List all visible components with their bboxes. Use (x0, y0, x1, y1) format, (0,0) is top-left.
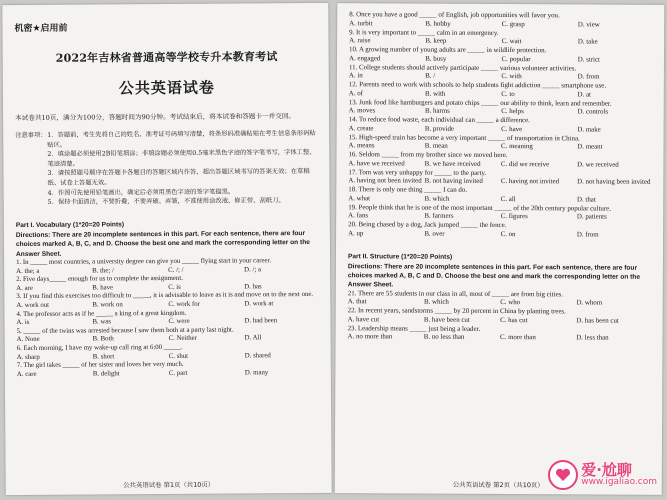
notes-list (47, 129, 320, 208)
question-stem: 7. The girl takes _____ of her sister and loves her very much. (16, 360, 184, 370)
question-item (17, 360, 321, 379)
confidential-mark: 机密★启用前 (14, 23, 68, 35)
answer-option: D. /; a (244, 265, 261, 274)
answer-option: A. work out (16, 301, 50, 309)
exam-subtitle: 公共英语试卷 (118, 78, 215, 98)
answer-option: D. take (577, 38, 598, 46)
answer-option: A. in (348, 72, 363, 80)
answer-option: D. whom (576, 299, 603, 308)
exam-intro: 本试卷共10页，满分为100分，答题时间为90分钟。考试结束后，将本试卷和答题卡一并交回。 (15, 112, 296, 123)
answer-option: D. at (577, 91, 591, 99)
answer-option: B. with (425, 90, 446, 98)
answer-option: B. / (425, 72, 436, 80)
answer-option: A. None (16, 336, 40, 344)
answer-option: B. not having invited (424, 177, 483, 186)
part-2-directions: Directions: There are 20 incomplete sentences in this part. For each sentence, there are four choices marked A, B, C and D. Choose the best one and mark the corresponding letter on the Answer Sheet. (347, 262, 641, 289)
answer-option: C. on (500, 230, 516, 238)
answer-options (348, 230, 653, 240)
question-item (349, 116, 654, 135)
answer-option: A. sharp (16, 353, 40, 361)
answer-option: D. meant (577, 143, 603, 151)
answer-option: B. busy (425, 55, 447, 63)
answer-options (348, 334, 653, 344)
answer-option: D. work at (244, 300, 274, 308)
question-item (16, 274, 320, 293)
answer-option: A. no more than (347, 333, 393, 341)
part-1-directions: Directions: There are 20 incomplete sentences in this part. For each sentence, there are four choices marked A, B, C, and D. Choose the best one and mark the corresponding letter on the Answer Sheet. (15, 229, 310, 258)
answer-option: B. no less than (423, 334, 465, 342)
answer-option: B. harms (424, 107, 450, 115)
answer-option: C. grasp (501, 20, 525, 28)
answer-option: C. part (168, 369, 188, 377)
question-stem: 11. College students should actively participate _____ various volunteer activities. (348, 63, 577, 72)
answer-option: B. work on (92, 301, 123, 309)
exam-page-2 (335, 3, 665, 495)
question-item (349, 81, 654, 100)
answer-option: A. engaged (348, 54, 381, 63)
question-item (16, 257, 320, 276)
answer-option: A. what (348, 194, 371, 203)
answer-option: D. that (576, 196, 596, 204)
question-item (348, 325, 653, 344)
answer-option: B. over (424, 230, 445, 238)
answer-option: A. means (348, 142, 375, 150)
question-stem: 13. Junk food like hamburgers and potato chips _____ our ability to think, learn and remember. (348, 98, 612, 108)
question-stem: 21. There are 55 students in our class in all, most of _____ are from big cities. (347, 289, 563, 299)
question-list (348, 11, 654, 240)
question-item (348, 169, 653, 188)
answer-option: A. are (16, 284, 33, 292)
answer-option: B. mean (424, 142, 448, 150)
answer-option: D. less than (576, 334, 609, 343)
answer-option: D. controls (577, 108, 609, 116)
answer-option: B. farmers (424, 212, 454, 221)
question-stem: 20. Being chased by a dog, Jack jumped _____ the fence. (348, 221, 507, 230)
answer-option: D. we received (577, 161, 619, 169)
answer-option: B. was (92, 318, 112, 326)
answer-option: A. having not been invited (348, 177, 422, 185)
answer-option: D. patients (576, 213, 607, 221)
answer-option: C. work for (168, 300, 200, 308)
answer-option: A. moves (348, 107, 376, 115)
note-item: 4．作图可先使用铅笔画出，确定后必须用黑色字迹的签字笔描黑。 (47, 188, 235, 197)
answer-option: A. of (348, 89, 364, 98)
question-stem: 4. The professor acts as if he _____ a king of a great kingdom. (16, 309, 187, 318)
answer-option: A. turbit (349, 19, 373, 28)
answer-option: C. meaning (501, 143, 533, 151)
answer-option: C. popular (501, 55, 531, 63)
question-stem: 19. People think that he is one of the most important _____ of the 20th century popular culture. (348, 203, 611, 213)
question-stem: 9. It is very important to _____ calm in an emergency. (349, 28, 499, 37)
question-item (348, 151, 653, 170)
part-1-title: Part I. Vocabulary (1*20=20 Points) (15, 221, 125, 229)
note-item: 2．填涂题必须使用2B铅笔填涂；非填涂题必须使用0.5毫米黑色字迹的签字笔书写，字体工整、笔迹清楚。 (47, 149, 316, 168)
question-stem: 14. To reduce food waste, each individual can _____ a difference. (348, 116, 530, 125)
question-stem: 17. Tom was very unhappy for _____ to the party. (348, 168, 487, 177)
answer-option: C. who (500, 299, 521, 307)
question-item (16, 291, 320, 310)
note-item: 1．答题前，考生先将自己的姓名、准考证号码填写清楚，将条形码准确粘贴在考生信息条形码粘贴区。 (47, 129, 316, 149)
answer-option: C. all (500, 195, 516, 203)
question-stem: 8. Once you have a good _____ of English, job opportunities will favor you. (349, 11, 560, 20)
page-footer: 公共英语试卷 第2页（共10页） (452, 480, 544, 490)
answer-option: B. have (92, 284, 114, 292)
answer-option: A. care (16, 370, 37, 378)
answer-option: B. Both (92, 335, 114, 343)
answer-option: D. from (576, 231, 599, 239)
answer-option: D. make (577, 126, 601, 134)
note-item: 3．请按照题号顺序在答题卡各题目的答题区域内作答，超出答题区域书写的答案无效；在草稿纸、试卷上答题无效。 (47, 168, 310, 187)
answer-option: B. which (423, 299, 449, 307)
answer-option: C. helps (501, 108, 524, 116)
question-item (348, 290, 653, 309)
answer-option: B. have been cut (423, 316, 470, 324)
question-stem: 18. There is only one thing _____ I can do. (348, 186, 468, 194)
question-stem: 12. Parents need to work with schools to help students fight addiction _____ smartphone use. (348, 81, 607, 90)
question-stem: 16. Seldom _____ from my brother since we moved here. (348, 151, 508, 160)
answer-option: D. shared (244, 351, 271, 359)
answer-option: D. All (244, 334, 262, 342)
answer-option: D. strict (577, 56, 600, 64)
question-item (349, 46, 654, 65)
answer-option: D. has been cut (576, 317, 619, 325)
answer-option: B. delight (92, 370, 120, 378)
question-item (349, 99, 654, 118)
question-item (349, 29, 654, 48)
question-list (16, 257, 321, 379)
answer-option: A. raise (349, 37, 371, 45)
answer-option: C. did we receive (500, 160, 550, 169)
answer-option: B. the; / (92, 266, 114, 275)
note-item: 5．保持卡面清洁，不要折叠，不要弄破、弄皱，不准使用涂改液、修正带、刮纸刀。 (47, 197, 285, 206)
heart-logo-icon (548, 460, 578, 490)
answer-option: B. short (92, 352, 115, 361)
question-item (349, 64, 654, 83)
question-stem: 6. Each morning, I have my wake-up call ring at 6:00 _____. (16, 343, 183, 352)
answer-option: C. wait (501, 38, 522, 46)
question-stem: 2. Five days_____ enough for us to complete the assignment. (16, 275, 183, 284)
notes-block (15, 129, 320, 208)
answer-option: D. has (244, 283, 262, 291)
answer-option: D. not having been invited (577, 178, 651, 187)
question-item (348, 186, 653, 205)
answer-option: C. were (168, 317, 190, 326)
answer-option: C. to (501, 90, 515, 98)
answer-option: C. /; / (168, 266, 184, 274)
exam-title: 2022年吉林省普通高等学校专升本教育考试 (55, 50, 278, 65)
question-item (349, 134, 654, 153)
answer-option: C. Neither (168, 335, 197, 343)
question-stem: 5. _____ of the twins was arrested because I saw them both at a party last night. (16, 326, 234, 335)
answer-option: C. have (501, 125, 523, 133)
question-item (16, 308, 320, 327)
answer-option: A. is (16, 319, 30, 327)
question-stem: 3. If you find this exercises too difficult to _____, it is advisable to leave as it is and move on to the next one. (16, 291, 314, 301)
question-item (17, 343, 321, 362)
answer-option: C. with (501, 73, 522, 81)
answer-option: B. keep (425, 37, 447, 45)
question-item (17, 326, 321, 345)
answer-option: D. many (244, 368, 269, 377)
answer-option: B. provide (424, 125, 454, 133)
answer-option: A. fans (348, 212, 369, 220)
watermark-brand: 爱·尬聊 (581, 461, 632, 479)
answer-option: B. we have received (424, 160, 481, 168)
answer-option: C. more than (500, 334, 536, 342)
question-item (348, 307, 653, 326)
answer-option: B. hobby (425, 20, 451, 28)
answer-option: D. had been (244, 317, 278, 325)
answer-option: D. view (577, 21, 600, 29)
question-stem: 22. In recent years, sandstorms _____ by 20 percent in China by planting trees. (347, 307, 566, 316)
answer-options (17, 369, 321, 380)
answer-option: C. has cut (500, 316, 528, 325)
answer-option: C. is (168, 283, 181, 291)
question-stem: 15. High-speed train has become a very important _____ of transportation in China. (348, 133, 580, 142)
part-2-title: Part II. Structure (1*20=20 Points) (347, 252, 453, 261)
question-item (348, 204, 653, 223)
answer-option: A. that (347, 298, 367, 306)
question-list (348, 290, 653, 344)
answer-option: C. having not invited (500, 178, 560, 186)
watermark-url: www.igaliao.com (581, 477, 657, 487)
question-stem: 1. In _____ most countries, a university degree can give you _____ flying start in your career. (16, 257, 272, 267)
question-item (349, 11, 654, 30)
page-footer: 公共英语试卷 第1页（共10页） (123, 480, 215, 490)
answer-option: A. create (348, 124, 374, 133)
answer-option: C. shut (168, 352, 189, 360)
question-stem: 10. A growing number of young adults are _____ in wildlife protection. (349, 46, 547, 55)
notes-label: 注意事项： (15, 131, 47, 140)
site-watermark (548, 460, 657, 490)
answer-option: A. up (348, 229, 364, 238)
question-stem: 23. Leadership means _____ just being a leader. (347, 324, 481, 333)
exam-page-1 (2, 3, 331, 495)
answer-option: D. from (577, 73, 600, 81)
answer-option: C. figures (500, 213, 528, 221)
answer-option: B. which (424, 195, 450, 203)
question-item (348, 221, 653, 240)
answer-option: A. have cut (347, 316, 380, 324)
answer-option: A. the; a (16, 267, 40, 275)
answer-option: A. have we received (348, 159, 405, 168)
